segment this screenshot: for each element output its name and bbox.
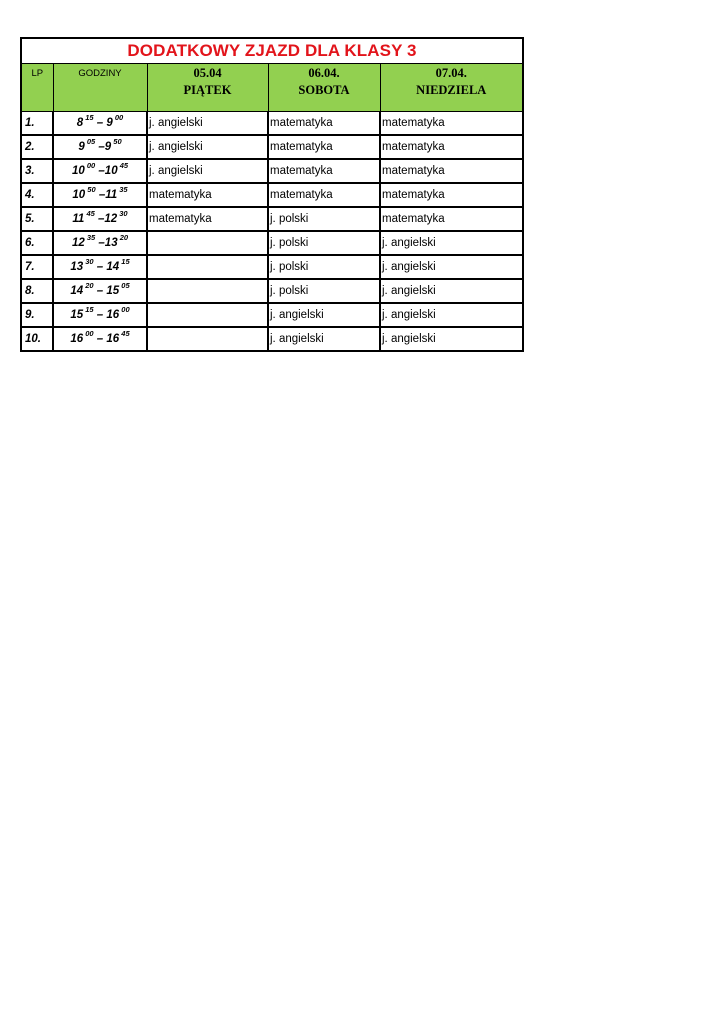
cell-day-1 [147,279,268,303]
cell-day-3: j. angielski [380,327,523,351]
end-minute: 20 [119,233,129,242]
header-day-2 [268,64,380,112]
header-day-name: SOBOTA [298,83,350,97]
cell-day-3: j. angielski [380,303,523,327]
start-minute: 00 [85,329,94,338]
end-hour: 15 [106,285,120,297]
header-lp: LP [21,64,53,112]
cell-day-1 [147,303,268,327]
end-minute: 45 [121,329,130,338]
table-row [21,231,523,255]
table-row [21,207,523,231]
start-hour: 13 [70,261,84,273]
end-hour: 9 [104,141,112,153]
cell-day-2: matematyka [268,159,380,183]
row-number: 9. [21,303,53,327]
end-hour: 16 [106,309,120,321]
cell-day-3: j. angielski [380,231,523,255]
row-number: 7. [21,255,53,279]
cell-day-1 [147,327,268,351]
time-separator: – [93,261,107,273]
end-minute: 45 [119,161,129,170]
schedule-table [20,37,524,352]
cell-day-2: j. polski [268,231,380,255]
end-minute: 00 [114,113,124,122]
header-day-date: 06.04. [308,66,340,80]
header-hours: GODZINY [53,64,147,112]
time-separator: – [94,213,105,225]
cell-day-1: j. angielski [147,159,268,183]
header-day-name: NIEDZIELA [416,83,487,97]
cell-day-1: matematyka [147,183,268,207]
row-hours [53,255,147,279]
time-separator: – [93,285,107,297]
time-separator: – [93,309,107,321]
row-hours [53,207,147,231]
end-minute: 30 [119,209,128,218]
end-minute: 00 [121,305,130,314]
start-minute: 45 [86,209,95,218]
end-hour: 10 [104,165,118,177]
row-hours [53,231,147,255]
cell-day-3: matematyka [380,112,523,136]
start-minute: 00 [86,161,96,170]
cell-day-2: matematyka [268,135,380,159]
end-hour: 11 [105,189,118,201]
header-day-date: 07.04. [435,66,467,80]
row-number: 6. [21,231,53,255]
time-separator: – [93,333,107,345]
row-number: 2. [21,135,53,159]
end-minute: 15 [121,257,130,266]
row-hours [53,135,147,159]
end-hour: 13 [104,237,118,249]
row-hours [53,159,147,183]
start-hour: 12 [71,237,85,249]
time-separator: – [93,117,107,129]
start-minute: 35 [86,233,96,242]
header-day-1 [147,64,268,112]
start-minute: 15 [85,113,94,122]
cell-day-1 [147,255,268,279]
start-hour: 15 [70,309,84,321]
row-hours [53,183,147,207]
end-minute: 50 [113,137,122,146]
cell-day-2: j. angielski [268,303,380,327]
row-number: 5. [21,207,53,231]
table-row [21,327,523,351]
row-number: 4. [21,183,53,207]
table-row [21,159,523,183]
header-day-name: PIĄTEK [183,83,232,97]
start-minute: 30 [85,257,94,266]
cell-day-2: matematyka [268,112,380,136]
start-hour: 10 [72,189,86,201]
end-hour: 9 [106,117,113,129]
start-minute: 05 [86,137,96,146]
row-number: 1. [21,112,53,136]
end-hour: 14 [106,261,120,273]
start-hour: 9 [78,141,85,153]
table-row [21,135,523,159]
row-hours [53,303,147,327]
cell-day-3: matematyka [380,135,523,159]
start-hour: 16 [70,333,84,345]
table-row [21,255,523,279]
start-hour: 11 [72,213,85,225]
row-number: 3. [21,159,53,183]
row-hours [53,279,147,303]
row-number: 10. [21,327,53,351]
cell-day-2: j. polski [268,255,380,279]
end-hour: 12 [104,213,118,225]
start-minute: 15 [85,305,94,314]
end-hour: 16 [106,333,120,345]
cell-day-3: matematyka [380,159,523,183]
start-minute: 50 [87,185,96,194]
time-separator: – [95,165,105,177]
start-hour: 8 [76,117,84,129]
row-hours [53,112,147,136]
cell-day-2: matematyka [268,183,380,207]
start-hour: 10 [71,165,85,177]
cell-day-1: j. angielski [147,112,268,136]
header-day-date: 05.04 [193,66,222,80]
table-row [21,303,523,327]
end-minute: 35 [119,185,128,194]
cell-day-3: matematyka [380,207,523,231]
row-hours [53,327,147,351]
table-row [21,112,523,136]
time-separator: – [95,189,106,201]
table-row [21,279,523,303]
page-title: DODATKOWY ZJAZD DLA KLASY 3 [21,38,523,64]
end-minute: 05 [121,281,130,290]
cell-day-2: j. polski [268,279,380,303]
time-separator: – [95,237,105,249]
start-minute: 20 [85,281,94,290]
row-number: 8. [21,279,53,303]
cell-day-2: j. angielski [268,327,380,351]
table-row [21,183,523,207]
start-hour: 14 [70,285,84,297]
cell-day-1: j. angielski [147,135,268,159]
header-day-3 [380,64,523,112]
cell-day-3: matematyka [380,183,523,207]
cell-day-3: j. angielski [380,279,523,303]
time-separator: – [95,141,105,153]
cell-day-3: j. angielski [380,255,523,279]
cell-day-1: matematyka [147,207,268,231]
cell-day-2: j. polski [268,207,380,231]
cell-day-1 [147,231,268,255]
